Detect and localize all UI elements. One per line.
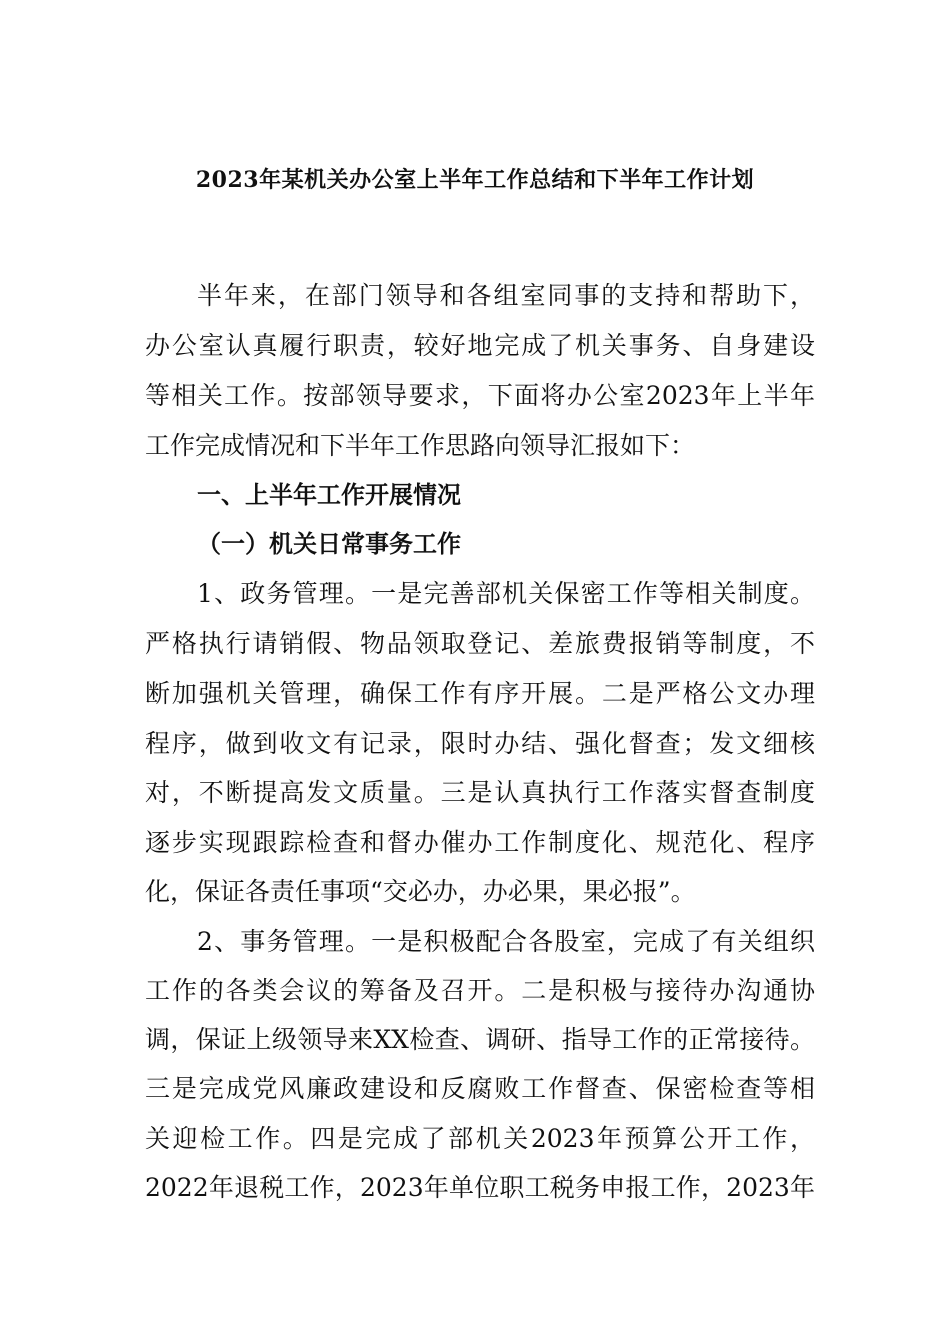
paragraph-line: 调，保证上级领导来XX检查、调研、指导工作的正常接待。	[145, 1025, 815, 1054]
paragraph-line: 半年来，在部门领导和各组室同事的支持和帮助下，	[197, 281, 815, 310]
paragraph-line: 1、政务管理。一是完善部机关保密工作等相关制度。	[197, 579, 815, 608]
section-heading: 一、上半年工作开展情况	[197, 481, 461, 509]
subsection-heading: （一）机关日常事务工作	[197, 530, 461, 558]
paragraph-line: 关迎检工作。四是完成了部机关2023年预算公开工作，	[145, 1124, 815, 1153]
paragraph-line: 化，保证各责任事项“交必办，办必果，果必报”。	[145, 877, 696, 906]
paragraph-line: 严格执行请销假、物品领取登记、差旅费报销等制度，不	[145, 629, 815, 658]
paragraph-line: 断加强机关管理，确保工作有序开展。二是严格公文办理	[145, 679, 815, 708]
paragraph-line: 2022年退税工作，2023年单位职工税务申报工作，2023年	[145, 1173, 815, 1202]
paragraph-line: 三是完成党风廉政建设和反腐败工作督查、保密检查等相	[145, 1074, 815, 1103]
paragraph-line: 等相关工作。按部领导要求，下面将办公室2023年上半年	[145, 381, 815, 410]
paragraph-line: 办公室认真履行职责，较好地完成了机关事务、自身建设	[145, 331, 815, 360]
paragraph-line: 工作完成情况和下半年工作思路向领导汇报如下：	[145, 431, 696, 460]
paragraph-line: 对，不断提高发文质量。三是认真执行工作落实督查制度	[145, 778, 815, 807]
paragraph-line: 程序，做到收文有记录，限时办结、强化督查；发文细核	[145, 729, 815, 758]
paragraph-line: 2、事务管理。一是积极配合各股室，完成了有关组织	[197, 927, 815, 956]
paragraph-line: 工作的各类会议的筹备及召开。二是积极与接待办沟通协	[145, 976, 815, 1005]
document-title: 2023年某机关办公室上半年工作总结和下半年工作计划	[195, 167, 755, 193]
paragraph-line: 逐步实现跟踪检查和督办催办工作制度化、规范化、程序	[145, 828, 815, 857]
